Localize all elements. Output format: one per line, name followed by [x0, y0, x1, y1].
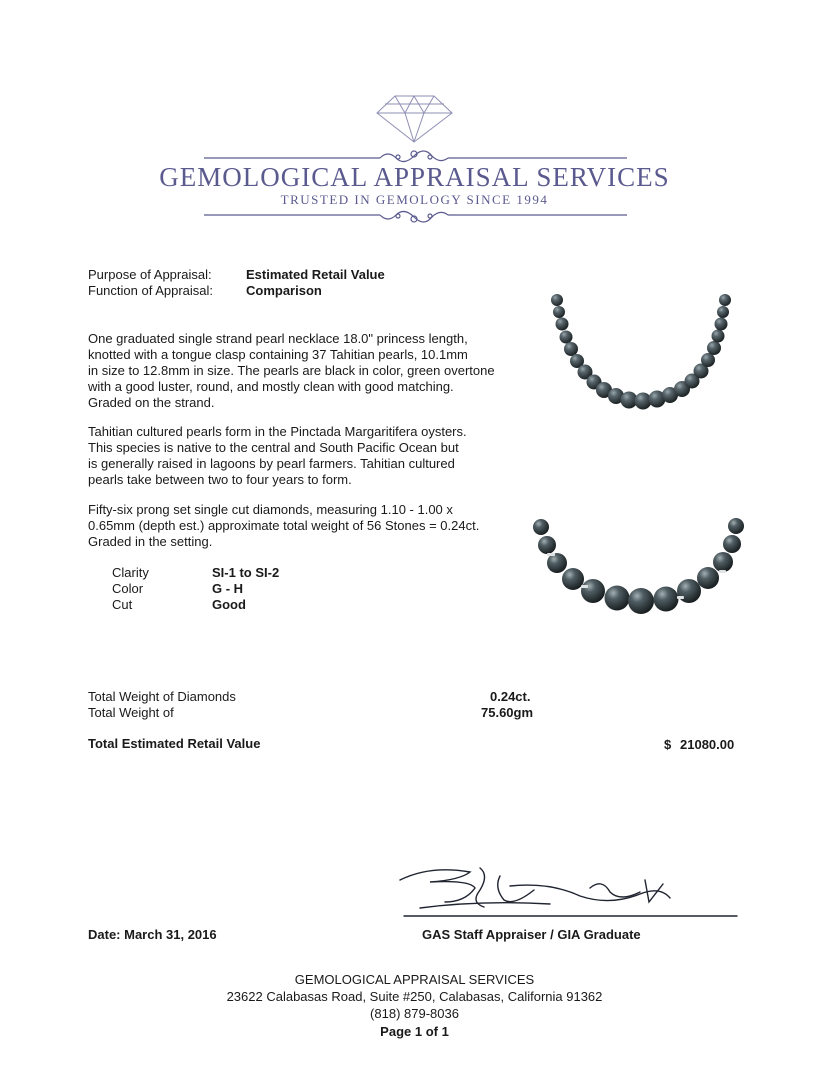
description-paragraph-3 [88, 502, 479, 550]
description-line: Graded on the strand. [88, 395, 215, 410]
grade-value-clarity: SI-1 to SI-2 [212, 565, 280, 580]
page-number: Page 1 of 1 [380, 1024, 449, 1039]
description-line: This species is native to the central and South Pacific Ocean but [88, 440, 459, 455]
letterhead [0, 0, 829, 240]
description-line: with a good luster, round, and mostly clean with good matching. [88, 379, 454, 394]
grade-label-cut: Cut [112, 597, 133, 612]
purpose-value: Estimated Retail Value [246, 267, 385, 282]
footer-phone: (818) 879-8036 [370, 1006, 459, 1021]
footer-company: GEMOLOGICAL APPRAISAL SERVICES [294, 972, 535, 987]
grade-label-color: Color [112, 581, 144, 596]
retail-currency: $ [664, 737, 672, 752]
description-line: knotted with a tongue clasp containing 37 Tahitian pearls, 10.1mm [88, 347, 468, 362]
signature-image [390, 858, 740, 928]
total-diamonds-label: Total Weight of Diamonds [88, 689, 236, 704]
description-line: Graded in the setting. [88, 534, 213, 549]
total-weight-label: Total Weight of [88, 705, 174, 720]
description-paragraph-1 [88, 331, 495, 411]
description-line: One graduated single strand pearl necklace 18.0" princess length, [88, 331, 468, 346]
grade-label-clarity: Clarity [112, 565, 149, 580]
description-line: in size to 12.8mm in size. The pearls are black in color, green overtone [88, 363, 495, 378]
function-value: Comparison [246, 283, 322, 298]
retail-value-label: Total Estimated Retail Value [88, 736, 261, 751]
description-line: pearls take between two to four years to form. [88, 472, 352, 487]
pearl-necklace-image [535, 288, 740, 423]
company-name: GEMOLOGICAL APPRAISAL SERVICES [159, 162, 670, 192]
pearl-closeup-image [535, 515, 740, 620]
total-diamonds-value: 0.24ct. [490, 689, 531, 704]
total-weight-value: 75.60gm [481, 705, 534, 720]
retail-value: 21080.00 [680, 737, 735, 752]
description-line: 0.65mm (depth est.) approximate total weight of 56 Stones = 0.24ct. [88, 518, 480, 533]
description-line: is generally raised in lagoons by pearl farmers. Tahitian cultured [88, 456, 455, 471]
appraiser-title: GAS Staff Appraiser / GIA Graduate [422, 927, 641, 942]
grade-value-cut: Good [212, 597, 246, 612]
grade-value-color: G - H [212, 581, 244, 596]
purpose-label: Purpose of Appraisal: [88, 267, 212, 282]
description-line: Tahitian cultured pearls form in the Pinctada Margaritifera oysters. [88, 424, 467, 439]
appraisal-date: Date: March 31, 2016 [88, 927, 217, 942]
company-tagline: TRUSTED IN GEMOLOGY SINCE 1994 [280, 192, 549, 207]
function-label: Function of Appraisal: [88, 283, 214, 298]
description-line: Fifty-six prong set single cut diamonds, measuring 1.10 - 1.00 x [88, 502, 453, 517]
description-paragraph-2 [88, 424, 467, 488]
footer-address: 23622 Calabasas Road, Suite #250, Calabasas, California 91362 [226, 989, 603, 1004]
